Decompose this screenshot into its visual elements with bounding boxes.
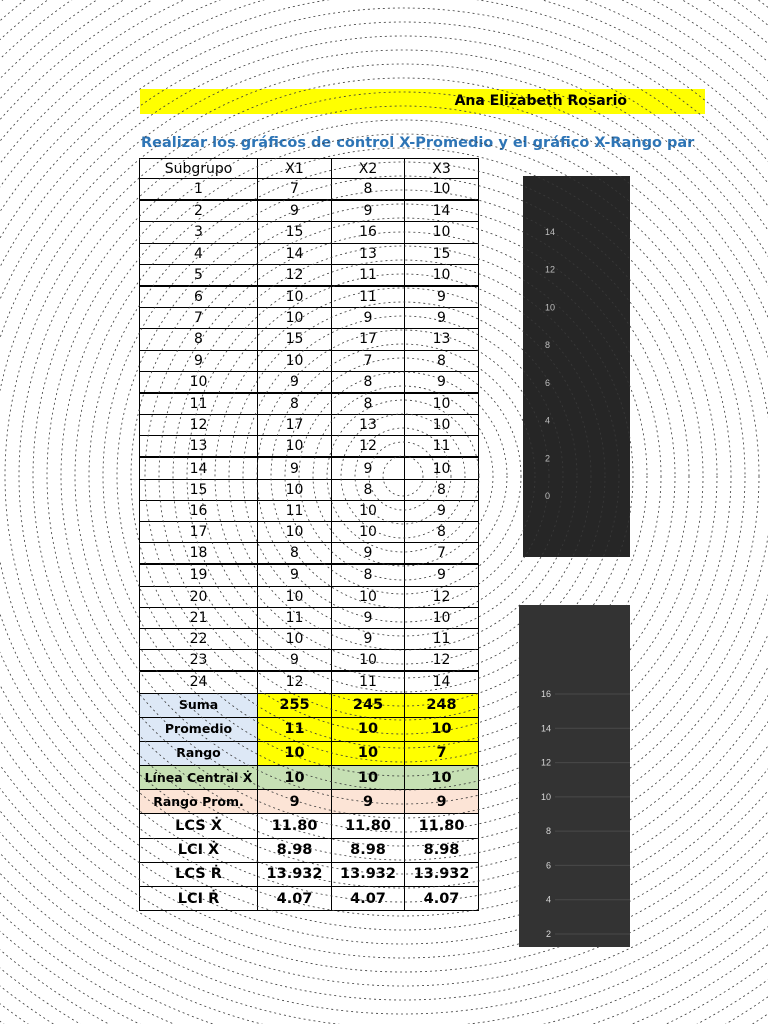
stat-value: 10 bbox=[332, 717, 405, 741]
stat-label: Promedio bbox=[140, 717, 258, 741]
value-cell: 13 bbox=[332, 243, 405, 264]
y-tick-label: 16 bbox=[540, 689, 551, 699]
stat-label: LCS Ṙ bbox=[140, 862, 258, 886]
subgroup-cell: 9 bbox=[140, 350, 258, 371]
subgroup-cell: 15 bbox=[140, 479, 258, 500]
y-tick-label: 6 bbox=[545, 860, 551, 871]
stat-value: 10 bbox=[332, 741, 405, 765]
value-cell: 9 bbox=[332, 457, 405, 479]
stat-value: 245 bbox=[332, 693, 405, 717]
subgroup-cell: 14 bbox=[140, 457, 258, 479]
value-cell: 8 bbox=[332, 179, 405, 201]
value-cell: 9 bbox=[258, 371, 332, 393]
value-cell: 9 bbox=[405, 500, 479, 521]
value-cell: 10 bbox=[405, 393, 479, 415]
subgroup-cell: 1 bbox=[140, 179, 258, 201]
value-cell: 10 bbox=[405, 415, 479, 436]
y-tick-label: 10 bbox=[545, 302, 556, 313]
value-cell: 11 bbox=[405, 628, 479, 649]
stat-value: 7 bbox=[405, 741, 479, 765]
value-cell: 10 bbox=[332, 500, 405, 521]
stat-value: 10 bbox=[405, 717, 479, 741]
subgroup-cell: 24 bbox=[140, 671, 258, 693]
value-cell: 9 bbox=[405, 308, 479, 329]
value-cell: 10 bbox=[332, 522, 405, 543]
y-tick-label: 0 bbox=[545, 491, 551, 501]
x-bar-chart-canvas bbox=[523, 176, 630, 557]
column-header: X1 bbox=[258, 159, 332, 179]
column-header: X2 bbox=[332, 159, 405, 179]
stat-value: 13.932 bbox=[258, 862, 332, 886]
value-cell: 10 bbox=[258, 479, 332, 500]
value-cell: 9 bbox=[332, 628, 405, 649]
stat-value: 4.07 bbox=[258, 887, 332, 911]
subgroup-cell: 22 bbox=[140, 628, 258, 649]
value-cell: 12 bbox=[332, 436, 405, 458]
stat-row bbox=[140, 814, 479, 838]
stat-value: 10 bbox=[258, 741, 332, 765]
stat-row bbox=[140, 717, 479, 741]
value-cell: 9 bbox=[332, 543, 405, 565]
subgroup-cell: 12 bbox=[140, 415, 258, 436]
control-data-table bbox=[139, 158, 479, 911]
value-cell: 17 bbox=[332, 329, 405, 350]
table-header-row bbox=[140, 159, 479, 179]
stat-row bbox=[140, 887, 479, 911]
value-cell: 9 bbox=[332, 200, 405, 222]
value-cell: 15 bbox=[258, 222, 332, 243]
stat-row bbox=[140, 862, 479, 886]
y-tick-label: 14 bbox=[540, 723, 551, 734]
subgroup-cell: 23 bbox=[140, 650, 258, 672]
value-cell: 8 bbox=[258, 393, 332, 415]
stat-value: 8.98 bbox=[258, 838, 332, 862]
stat-value: 9 bbox=[258, 790, 332, 814]
subgroup-cell: 2 bbox=[140, 200, 258, 222]
value-cell: 10 bbox=[405, 264, 479, 286]
value-cell: 10 bbox=[332, 650, 405, 672]
subgroup-cell: 20 bbox=[140, 586, 258, 607]
stat-value: 248 bbox=[405, 693, 479, 717]
range-chart-canvas bbox=[519, 605, 630, 947]
table-row bbox=[140, 329, 479, 350]
stat-row bbox=[140, 790, 479, 814]
subgroup-cell: 11 bbox=[140, 393, 258, 415]
value-cell: 8 bbox=[332, 564, 405, 586]
value-cell: 8 bbox=[405, 522, 479, 543]
value-cell: 10 bbox=[258, 628, 332, 649]
value-cell: 10 bbox=[258, 586, 332, 607]
stat-value: 13.932 bbox=[405, 862, 479, 886]
stat-value: 11.80 bbox=[258, 814, 332, 838]
value-cell: 14 bbox=[405, 200, 479, 222]
value-cell: 7 bbox=[258, 179, 332, 201]
stat-label: Línea Central Ẋ bbox=[140, 766, 258, 790]
value-cell: 10 bbox=[332, 586, 405, 607]
value-cell: 7 bbox=[332, 350, 405, 371]
subgroup-cell: 5 bbox=[140, 264, 258, 286]
stat-label: LCI Ẋ bbox=[140, 838, 258, 862]
stat-row bbox=[140, 766, 479, 790]
subgroup-cell: 16 bbox=[140, 500, 258, 521]
stat-row bbox=[140, 838, 479, 862]
table-row bbox=[140, 286, 479, 308]
value-cell: 9 bbox=[405, 564, 479, 586]
y-tick-label: 14 bbox=[545, 227, 556, 237]
y-tick-label: 12 bbox=[545, 264, 556, 275]
stat-label: LCS Ẋ bbox=[140, 814, 258, 838]
stat-value: 10 bbox=[332, 766, 405, 790]
stat-value: 9 bbox=[405, 790, 479, 814]
y-tick-label: 6 bbox=[545, 377, 551, 388]
stat-value: 4.07 bbox=[405, 887, 479, 911]
value-cell: 7 bbox=[405, 543, 479, 565]
subgroup-cell: 10 bbox=[140, 371, 258, 393]
value-cell: 8 bbox=[332, 393, 405, 415]
stat-value: 11 bbox=[258, 717, 332, 741]
subgroup-cell: 21 bbox=[140, 607, 258, 628]
value-cell: 8 bbox=[405, 350, 479, 371]
value-cell: 16 bbox=[332, 222, 405, 243]
name-banner bbox=[140, 89, 705, 114]
table-row bbox=[140, 586, 479, 607]
value-cell: 9 bbox=[332, 607, 405, 628]
y-tick-label: 4 bbox=[545, 415, 551, 426]
table-row bbox=[140, 607, 479, 628]
y-tick-label: 2 bbox=[545, 453, 551, 464]
column-header: X3 bbox=[405, 159, 479, 179]
value-cell: 8 bbox=[258, 543, 332, 565]
value-cell: 10 bbox=[405, 607, 479, 628]
value-cell: 17 bbox=[258, 415, 332, 436]
value-cell: 14 bbox=[258, 243, 332, 264]
value-cell: 10 bbox=[405, 179, 479, 201]
y-tick-label: 10 bbox=[540, 791, 551, 802]
table-row bbox=[140, 243, 479, 264]
subgroup-cell: 8 bbox=[140, 329, 258, 350]
y-tick-label: 4 bbox=[545, 894, 551, 905]
table-row bbox=[140, 415, 479, 436]
stat-label: LCI Ṙ bbox=[140, 887, 258, 911]
value-cell: 9 bbox=[258, 457, 332, 479]
value-cell: 10 bbox=[405, 222, 479, 243]
table-row bbox=[140, 222, 479, 243]
value-cell: 12 bbox=[405, 650, 479, 672]
subgroup-cell: 19 bbox=[140, 564, 258, 586]
value-cell: 12 bbox=[405, 586, 479, 607]
table-row bbox=[140, 393, 479, 415]
value-cell: 9 bbox=[405, 286, 479, 308]
table-row bbox=[140, 564, 479, 586]
stat-value: 8.98 bbox=[405, 838, 479, 862]
value-cell: 9 bbox=[258, 564, 332, 586]
stat-value: 11.80 bbox=[405, 814, 479, 838]
value-cell: 13 bbox=[332, 415, 405, 436]
stat-value: 13.932 bbox=[332, 862, 405, 886]
table-row bbox=[140, 457, 479, 479]
stat-value: 9 bbox=[332, 790, 405, 814]
subgroup-cell: 17 bbox=[140, 522, 258, 543]
y-tick-label: 2 bbox=[545, 929, 551, 939]
stat-row bbox=[140, 693, 479, 717]
value-cell: 12 bbox=[258, 264, 332, 286]
stat-value: 10 bbox=[258, 766, 332, 790]
table-row bbox=[140, 308, 479, 329]
value-cell: 13 bbox=[405, 329, 479, 350]
value-cell: 11 bbox=[332, 671, 405, 693]
subgroup-cell: 18 bbox=[140, 543, 258, 565]
table-row bbox=[140, 264, 479, 286]
range-control-chart bbox=[519, 605, 630, 947]
y-tick-label: 8 bbox=[545, 340, 551, 351]
stat-label: Rango Prom. bbox=[140, 790, 258, 814]
y-tick-label: 12 bbox=[540, 757, 551, 768]
value-cell: 8 bbox=[332, 479, 405, 500]
value-cell: 14 bbox=[405, 671, 479, 693]
x-bar-control-chart bbox=[523, 176, 630, 557]
value-cell: 10 bbox=[258, 308, 332, 329]
subgroup-cell: 3 bbox=[140, 222, 258, 243]
value-cell: 11 bbox=[405, 436, 479, 458]
value-cell: 8 bbox=[332, 371, 405, 393]
value-cell: 15 bbox=[258, 329, 332, 350]
stat-value: 8.98 bbox=[332, 838, 405, 862]
subgroup-cell: 4 bbox=[140, 243, 258, 264]
table-row bbox=[140, 543, 479, 565]
value-cell: 10 bbox=[258, 350, 332, 371]
stat-label: Rango bbox=[140, 741, 258, 765]
table-row bbox=[140, 200, 479, 222]
value-cell: 15 bbox=[405, 243, 479, 264]
subgroup-cell: 13 bbox=[140, 436, 258, 458]
subgroup-cell: 7 bbox=[140, 308, 258, 329]
stat-value: 11.80 bbox=[332, 814, 405, 838]
value-cell: 11 bbox=[332, 286, 405, 308]
stat-value: 4.07 bbox=[332, 887, 405, 911]
value-cell: 10 bbox=[405, 457, 479, 479]
table-row bbox=[140, 671, 479, 693]
value-cell: 11 bbox=[258, 607, 332, 628]
value-cell: 9 bbox=[332, 308, 405, 329]
table-row bbox=[140, 522, 479, 543]
author-name: Ana Elizabeth Rosario bbox=[454, 93, 627, 109]
table-row bbox=[140, 179, 479, 201]
table-row bbox=[140, 371, 479, 393]
subgroup-cell: 6 bbox=[140, 286, 258, 308]
y-tick-label: 8 bbox=[545, 826, 551, 837]
stat-label: Suma bbox=[140, 693, 258, 717]
value-cell: 11 bbox=[258, 500, 332, 521]
assignment-title: Realizar los gráficos de control X-Promedio y el gráfico X-Rango par bbox=[141, 135, 695, 151]
column-header: Subgrupo bbox=[140, 159, 258, 179]
table-row bbox=[140, 479, 479, 500]
table-row bbox=[140, 628, 479, 649]
value-cell: 12 bbox=[258, 671, 332, 693]
value-cell: 9 bbox=[405, 371, 479, 393]
value-cell: 8 bbox=[405, 479, 479, 500]
table-row bbox=[140, 500, 479, 521]
stat-value: 10 bbox=[405, 766, 479, 790]
stat-value: 255 bbox=[258, 693, 332, 717]
value-cell: 9 bbox=[258, 650, 332, 672]
value-cell: 10 bbox=[258, 436, 332, 458]
value-cell: 9 bbox=[258, 200, 332, 222]
value-cell: 11 bbox=[332, 264, 405, 286]
table-row bbox=[140, 650, 479, 672]
value-cell: 10 bbox=[258, 286, 332, 308]
value-cell: 10 bbox=[258, 522, 332, 543]
